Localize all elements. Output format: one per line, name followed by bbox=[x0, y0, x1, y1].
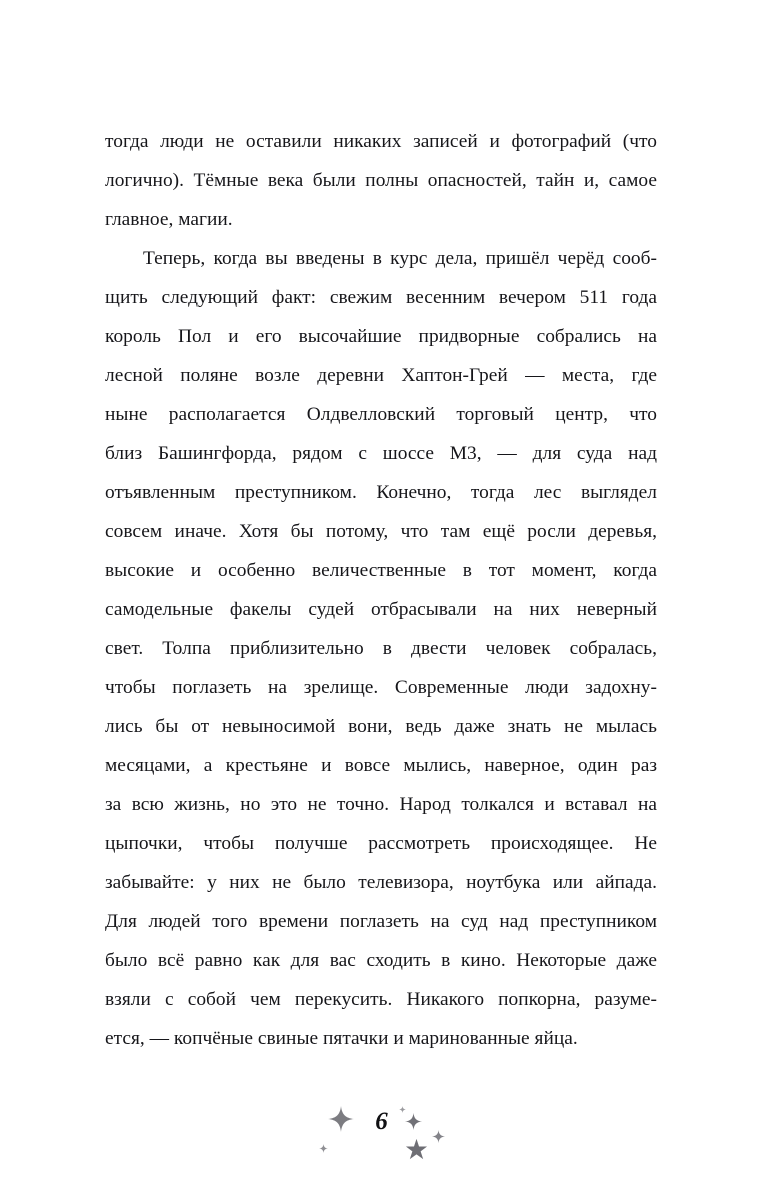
text-line: Теперь, когда вы введены в курс дела, пришёл черёд сооб- bbox=[143, 248, 657, 269]
page-footer-ornament bbox=[0, 1092, 763, 1182]
text-line: чтобы поглазеть на зрелище. Современные люди задохну- bbox=[105, 677, 657, 698]
text-line: взяли с собой чем перекусить. Никакого попкорна, разуме- bbox=[105, 989, 657, 1010]
text-line: логично). Тёмные века были полны опасностей, тайн и, самое bbox=[105, 170, 657, 191]
paragraph bbox=[105, 239, 657, 1058]
text-line: тогда люди не оставили никаких записей и фотографий (что bbox=[105, 131, 657, 152]
text-line: близ Башингфорда, рядом с шоссе М3, — для суда над bbox=[105, 443, 657, 464]
text-line: забывайте: у них не было телевизора, ноутбука или айпада. bbox=[105, 872, 657, 893]
text-line: самодельные факелы судей отбрасывали на них неверный bbox=[105, 599, 657, 620]
page-number: 6 bbox=[375, 1108, 388, 1135]
text-line: отъявленным преступником. Конечно, тогда лес выглядел bbox=[105, 482, 657, 503]
text-line: лись бы от невыносимой вони, ведь даже знать не мылась bbox=[105, 716, 657, 737]
text-line: совсем иначе. Хотя бы потому, что там ещё росли деревья, bbox=[105, 521, 657, 542]
text-line: свет. Толпа приблизительно в двести человек собралась, bbox=[105, 638, 657, 659]
text-line: ныне располагается Олдвелловский торговый центр, что bbox=[105, 404, 657, 425]
text-line: щить следующий факт: свежим весенним вечером 511 года bbox=[105, 287, 657, 308]
text-line: цыпочки, чтобы получше рассмотреть происходящее. Не bbox=[105, 833, 657, 854]
text-line: Для людей того времени поглазеть на суд над преступником bbox=[105, 911, 657, 932]
text-line: главное, магии. bbox=[105, 209, 233, 230]
text-line: король Пол и его высочайшие придворные собрались на bbox=[105, 326, 657, 347]
text-line: высокие и особенно величественные в тот момент, когда bbox=[105, 560, 657, 581]
sparkle-dot-small-left-icon bbox=[319, 1144, 328, 1153]
body-text-column bbox=[105, 122, 657, 1058]
star-five-point-icon bbox=[405, 1138, 428, 1161]
text-line: за всю жизнь, но это не точно. Народ толкался и вставал на bbox=[105, 794, 657, 815]
text-line: лесной поляне возле деревни Хаптон-Грей — места, где bbox=[105, 365, 657, 386]
paragraph bbox=[105, 122, 657, 239]
text-line: месяцами, а крестьяне и вовсе мылись, наверное, один раз bbox=[105, 755, 657, 776]
text-line: ется, — копчёные свиные пятачки и маринованные яйца. bbox=[105, 1028, 578, 1049]
text-line: было всё равно как для вас сходить в кино. Некоторые даже bbox=[105, 950, 657, 971]
